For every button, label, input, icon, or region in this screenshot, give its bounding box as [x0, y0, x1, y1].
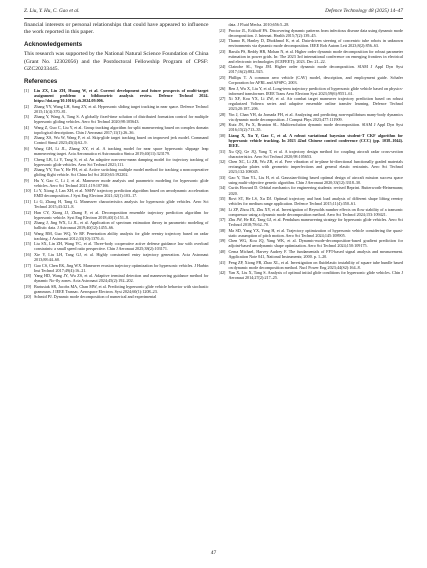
reference-text: Phillips T. A common aero vehicle (CAV) model, description, and employment guide. Schafer Corporation for AFRL and AFSPC; 2003. — [228, 74, 403, 86]
reference-item — [24, 188, 209, 198]
reference-item — [219, 217, 404, 227]
header-journal: Defence Technology 48 (2025) 14–47 — [325, 8, 403, 14]
reference-item — [219, 49, 404, 64]
reference-number: [10] — [24, 188, 31, 194]
reference-text: Zhang YY, Yao Y, He FH, et al. Active switching multiple model method for tracking a noncooperative gliding flight vehicle. Sci China Inf Sci 2020;63:192202. — [34, 167, 209, 178]
references-list-left — [24, 88, 209, 299]
reference-number: [19] — [24, 283, 31, 289]
reference-number: [5] — [24, 135, 29, 141]
running-header — [24, 8, 403, 18]
reference-item — [219, 75, 404, 85]
reference-text: Chen XC, Li ZR, Wu ZB, et al. Free vibration of in-plane bi-directional functionally graded materials rectangular plates with geometric imperfections and general elastic restraints. Aero Sci Technol 2023;132:108045. — [228, 159, 403, 175]
reference-number: [3] — [24, 114, 29, 120]
reference-text: Zhang YY, Wang LH, Sang ZY, et al. Hypersonic sliding target tracking in near space. Defence Technol 2015;11(4):370–81. — [34, 103, 209, 114]
reference-number: [20] — [24, 294, 31, 300]
reference-item — [219, 22, 404, 27]
reference-number: [25] — [218, 74, 226, 80]
reference-item — [219, 64, 404, 74]
reference-number: [33] — [218, 174, 226, 180]
reference-item — [24, 146, 209, 156]
reference-text: Yan X, Liu X, Tang S. Analysis of optimal initial glide conditions for hypersonic glide vehicles. Chin J Aeronaut 2014;27(2):217–25. — [228, 270, 403, 281]
reference-item — [219, 228, 404, 238]
reference-number: [34] — [218, 185, 226, 191]
reference-number: [17] — [24, 262, 31, 268]
reference-number: [8] — [24, 167, 29, 173]
reference-number — [219, 22, 229, 27]
reference-item — [24, 199, 209, 209]
reference-item — [24, 88, 209, 103]
reference-text: Ma SD, Yang YX, Yang H, et al. Trajectory optimization of hypersonic vehicle considering the quasi-static assumption of pitch motion. Aero Sci Technol 2024;145:108905. — [228, 227, 403, 238]
reference-number: [21] — [218, 27, 226, 33]
reference-item — [24, 178, 209, 188]
reference-text: Barula PS, Reddy HR, Mohan N, et al. Higher order dynamic mode decomposition for robust parameter estimation in power grids. In: The 2023 3rd international conference on emerging frontiers in electrical and electronic technologies (ICEFEET); 2023. Dec 21–22. — [228, 48, 403, 64]
right-column — [219, 22, 404, 542]
reference-number: [23] — [218, 48, 226, 54]
reference-number: [38] — [218, 227, 226, 233]
reference-text: Li G, Zhang H, Tang G. Maneuver characteristics analysis for hypersonic glide vehicles. Aero Sci Technol 2015;43:321–8. — [34, 199, 209, 210]
reference-number: [15] — [24, 241, 31, 247]
reference-item — [24, 114, 209, 124]
reference-number: [28] — [218, 111, 226, 117]
reference-item — [219, 149, 404, 159]
reference-number: [7] — [24, 156, 29, 162]
reference-item — [219, 112, 404, 122]
reference-number: [37] — [218, 217, 226, 223]
header-rule — [24, 18, 403, 19]
reference-item — [24, 135, 209, 145]
reference-text: Feng ZP, Xiong FB, Zhao XL, et al. Investigation on fluidelastic instability of square tube bundle based on dynamic mode decomposition method. Nucl Power Eng 2023;44(S2):164–8. — [228, 259, 403, 270]
reference-item — [24, 284, 209, 294]
reference-item — [24, 273, 209, 283]
reference-text: Hu Y, Gao C, Li J, et al. Maneuver mode analysis and parametric modeling for hypersonic glide vehicles. Aero Sci Technol 2021;119:107166. — [34, 177, 209, 188]
reference-number: [12] — [24, 209, 31, 215]
references-list-right — [219, 22, 404, 280]
acknowledgements-heading: Acknowledgements — [24, 41, 83, 49]
reference-item — [219, 96, 404, 111]
reference-number: [35] — [218, 196, 226, 202]
reference-number: [32] — [218, 159, 226, 165]
reference-item — [219, 175, 404, 185]
reference-text: data. J Fluid Mecha. 2010;656:5–28. — [228, 22, 290, 27]
reference-item — [24, 157, 209, 167]
reference-text: Curtis Howard D. Orbital mechanics for engineering students: revised Reprint. Butterworth-Heinemann; 2020. — [228, 185, 403, 196]
reference-item — [24, 104, 209, 114]
reference-text: Clainche SL, Vega JM. Higher order dynamic mode decomposition. SIAM J Appl Dyn Syst 2017;16(2):882–925. — [228, 64, 403, 75]
reference-text: Chen WG, Kou JQ, Yang WK, et al. Dynamic-mode-decomposition-based gradient prediction for adjoint-based aerodynamic shape optimization. Aero Sci Technol 2024;150:109175. — [228, 238, 403, 249]
reference-number: [18] — [24, 273, 31, 279]
reference-item — [24, 241, 209, 251]
reference-number: [9] — [24, 177, 29, 183]
reference-item — [24, 252, 209, 262]
reference-text: Zhang Y, Wang A, Tang S. A globally fixed-time solution of distributed formation control for multiple hypersonic gliding vehicles. Aero Sci Technol 2020;98:105643. — [34, 114, 209, 125]
reference-text: Wang Z, Guo C, Liu Y, et al. Group tracking algorithm for split maneuvering based on complex domain topological descriptions. Chin J Aeronaut 2017;11(1):26–36. — [34, 124, 209, 135]
reference-item — [219, 270, 404, 280]
reference-text: Wang GH, Li JL, Zhang XY, et al. A tracking model for near space hypersonic slippage leap maneuvering target. Acta Aeronautica et Astronautica Sinica 2019;40(11):323179. — [34, 146, 209, 157]
reference-item — [24, 263, 209, 273]
reference-item — [219, 249, 404, 259]
reference-text: Schmid PJ. Dynamic mode decomposition of numerical and experimental — [34, 294, 157, 300]
reference-text: Bartusiak SR, Jacobs MA, Chan MW, et al. Predicting hypersonic glide vehicle behavior with stochastic grammars. J IEEE Transac. Aerospace Electron. Syst 2024;60(1):1208–23. — [34, 283, 209, 294]
reference-text: Li Y, Xiong J, Lan XH, et al. NSHV trajectory prediction algorithm based on aerodynamic acceleration EMD decomposition. J Syst Eng Electron 2021;32(1):103–17. — [34, 188, 209, 199]
reference-text: Liu ZX, Lin ZH, Huang W, et al. Current development and future prospects of multi-target assignment problem: a bibliometric analysis review. Defence Technol 2024. https://doi.org/10.1016/j.dt.2024.09.006. — [34, 88, 209, 104]
reference-text: Zhang J, Jing WX, Li JL, et al. Application of spectrum estimation theory in parametric modeling of ballistic data. J Astronaut 2019;40(12):1455–66. — [34, 220, 209, 231]
reference-text: Rovi ST, He LS, Xu DJ. Optimal trajectory and heat load analysis of different shape lifting reentry vehicles for medium range application. Defence Technol 2015;11(4):350–61. — [228, 196, 403, 207]
reference-item — [219, 122, 404, 132]
reference-number: [22] — [218, 38, 226, 44]
reference-number: [13] — [24, 220, 31, 226]
reference-item — [219, 238, 404, 248]
reference-item — [219, 159, 404, 174]
reference-number: [42] — [218, 270, 226, 276]
reference-text: Xie Y, Liu LH, Tang GJ, et al. Highly constrained entry trajectory generation. Acta Astronaut 2013;88:44–60. — [34, 251, 209, 263]
reference-text: Zhang XS, Wu W, Wang F, et al. Skip-glide target tracking based on improved jerk model. Command Control Simul 2023;45(4):62–9. — [34, 135, 209, 146]
reference-text: Yang HD, Wang JY, Wu ZS, et al. Adaptive terminal detection and maneuvering guidance method for dynamic No-fly zones. Acta Astronaut 2024;45(2):192–202. — [34, 273, 209, 284]
reference-number: [16] — [24, 251, 31, 257]
reference-number: [1] — [24, 88, 29, 94]
reference-number: [11] — [24, 199, 31, 204]
reference-text: Yin J, Chan YH, da Jornada FH, et al. Analyzing and predicting non-equilibrium many-body dynamics via dynamic mode decomposition. J Comput Phys 2023;477:111909. — [228, 111, 403, 122]
reference-number: [29] — [218, 122, 226, 128]
reference-item — [219, 28, 404, 38]
reference-text: Cheng LB, Li Y, Tang S, et al. An adaptive non-zero-mean damping model for trajectory tracking of hypersonic glide vehicles. Aero Sci Technol 2021;111. — [34, 156, 209, 167]
acknowledgements-text: This research was supported by the National Natural Science Foundation of China (Grant No. 12302056) and the Postdoctoral Fellowship Program of CPSF: GZC20233445. — [24, 51, 209, 72]
reference-number: [36] — [218, 206, 226, 212]
page-number: 47 — [210, 550, 217, 556]
reference-text: Proctor JL, Eckhoff PA. Discovering dynamic patterns from infectious disease data using dynamic mode decomposition. J. Internat. Health 2015;7(2):139–45. — [228, 27, 403, 38]
reference-text: Liu SX, Lin ZH, Wang YC, et al. Three-body cooperative active defense guidance law with overload constraints: a small speed ratio perspective. Chin J Aeronaut 2025;38(2):103171. — [34, 241, 209, 252]
reference-number: [31] — [218, 148, 226, 154]
reference-text: Xi XF, Kou YX, Li ZW, et al. Air combat target maneuver trajectory prediction based on robust regularized Volterra series and adaptive ensemble online transfer learning. Defence Technol 2023;20:187–206. — [228, 96, 403, 112]
reference-text: Kutz JN, Fu X, Brunton SL. Multiresolution dynamic mode decomposition. SIAM J Appl Dyn Syst 2016;15(2):713–35. — [228, 122, 403, 133]
reference-number: [26] — [218, 85, 226, 91]
reference-number: [2] — [24, 103, 29, 109]
reference-number: [30] — [218, 132, 226, 138]
reference-text: Gao CS, Chen EK, Jing WX. Maneuver evasion trajectory optimization for hypersonic vehicles. J Harbin Inst Technol 2017;49(4):16–21. — [34, 262, 209, 273]
reference-text: Han CY, Xiong JJ, Zhang F, et al. Decomposition ensemble trajectory prediction algorithm for hypersonic vehicle. Syst Eng Electron 2018;40(1):151–8. — [34, 209, 209, 220]
reference-item — [24, 220, 209, 230]
reference-text: Cema Michael, Harvey Audrey F. The fundamentals of FFT-based signal analysis and measurement. Application Note 041, National Instruments; 2000. p. 1–20. — [228, 249, 403, 260]
reference-item — [219, 196, 404, 206]
reference-text: Wang BM, Guo WQ, Ye RF. Penetration ability analysis for glide reentry trajectory based on radar tracking. J Astronaut 2012;33(10):1370–6. — [34, 230, 209, 241]
reference-text: Ren J, Wu X, Liu Y, et al. Long-term trajectory prediction of hypersonic glide vehicle based on physics-informed transformer. IEEE Trans Aero Electron Syst 2023;59(6):9551–61. — [228, 85, 403, 96]
reference-number: [41] — [218, 259, 226, 265]
reference-item — [219, 86, 404, 96]
reference-item — [219, 207, 404, 217]
reference-number: [14] — [24, 230, 31, 236]
reference-text: Liang X, Xu Y, Gao C, et al. A robust variational bayesian student-T CKF algorithm for hypersonic vehicle tracking. In 2023 42nd Chinese control conference (CCC) (pp. 1038–1044). IEEE. — [228, 132, 403, 149]
reference-text: Thamo B, Hanley D, Dhokhmol K, et al. Data-driven steering of concentric tube robots in unknown environments via dynamic mode decomposition. IEEE Rob Autom Lett 2023;8(2):856–63. — [228, 38, 403, 49]
reference-number: [40] — [218, 249, 226, 255]
reference-item — [219, 185, 404, 195]
reference-item — [24, 167, 209, 177]
reference-number: [27] — [218, 96, 226, 102]
reference-item — [24, 231, 209, 241]
two-column-body — [24, 22, 403, 542]
reference-item — [24, 294, 209, 299]
reference-item — [219, 38, 404, 48]
header-authors: Z. Liu, Y. Hu, C. Gao et al. — [24, 8, 80, 14]
reference-item — [24, 125, 209, 135]
reference-text: Gao Y, Tian YL, Liu H, et al. Gaussian-fitting based optimal design of aircraft mission success space using multi-objective genetic algorithm. Chin J Aeronaut 2020;33(12):3318–30. — [228, 174, 403, 185]
reference-text: Li ZP, Zhou JX, Zhu XY, et al. Investigation of Reynolds number effects on flow stability of a transonic compressor using a dynamic mode decomposition method. Aero Sci Technol 2024;153:109421. — [228, 206, 403, 217]
reference-item — [219, 133, 404, 148]
intro-paragraph: financial interests or personal relationships that could have appeared to influence the work reported in this paper. — [24, 22, 209, 36]
reference-number: [6] — [24, 146, 29, 152]
reference-number: [24] — [218, 64, 226, 70]
reference-text: Xu QQ, Ge JQ, Yang T, et al. A trajectory design method for coupling aircraft radar cross-section characteristics. Aero Sci Technol 2020;98:105653. — [228, 148, 403, 159]
reference-text: Zhu JW, He RZ, Tang GJ, et al. Pendulum maneuvering strategy for hypersonic glide vehicles. Aero Sci Technol 2018;78:62–70. — [228, 217, 403, 228]
reference-item — [219, 260, 404, 270]
left-column — [24, 22, 209, 542]
reference-number: [39] — [218, 238, 226, 244]
references-heading: References — [24, 78, 58, 86]
reference-number: [4] — [24, 124, 29, 130]
reference-item — [24, 210, 209, 220]
